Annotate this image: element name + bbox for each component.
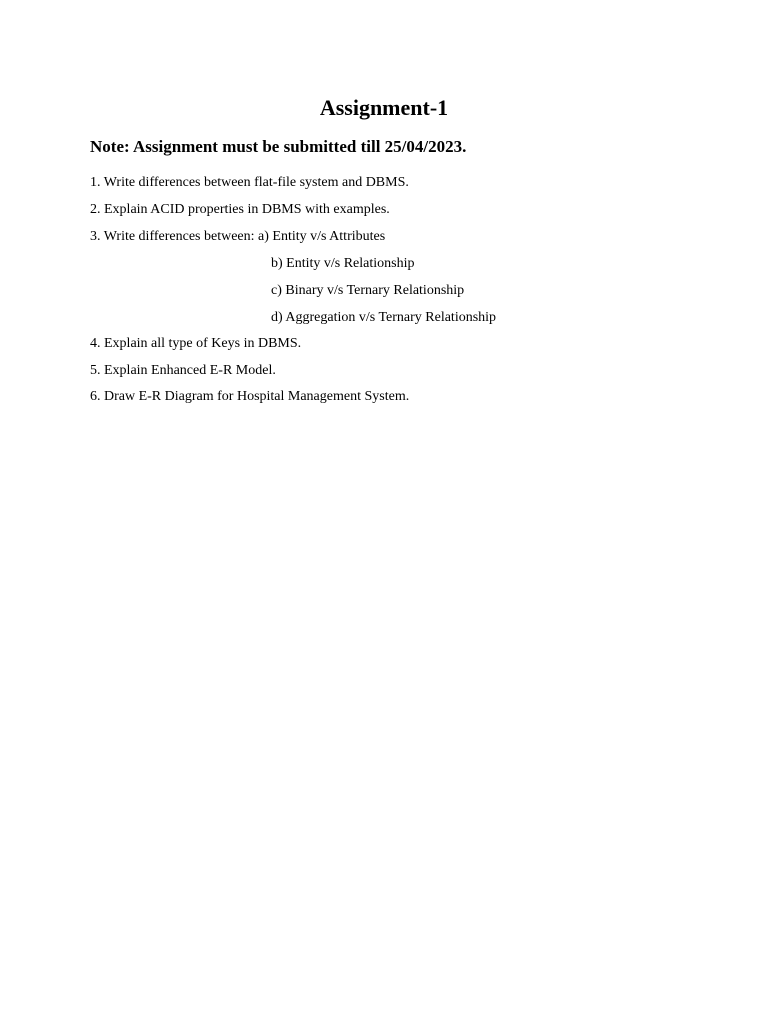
page-title: Assignment-1 <box>319 95 449 120</box>
question-1: 1. Write differences between flat-file system and DBMS. <box>90 175 409 190</box>
question-3-part-b: b) Entity v/s Relationship <box>271 256 415 271</box>
submission-note: Note: Assignment must be submitted till 25/04/2023. <box>90 137 467 156</box>
question-3-part-d: d) Aggregation v/s Ternary Relationship <box>271 310 497 325</box>
question-4: 4. Explain all type of Keys in DBMS. <box>90 336 302 351</box>
question-6: 6. Draw E-R Diagram for Hospital Management System. <box>90 389 410 404</box>
question-5: 5. Explain Enhanced E-R Model. <box>90 363 276 378</box>
question-3-part-c: c) Binary v/s Ternary Relationship <box>271 283 465 298</box>
question-2: 2. Explain ACID properties in DBMS with examples. <box>90 202 390 217</box>
question-3: 3. Write differences between: a) Entity v/s Attributes <box>90 229 386 244</box>
